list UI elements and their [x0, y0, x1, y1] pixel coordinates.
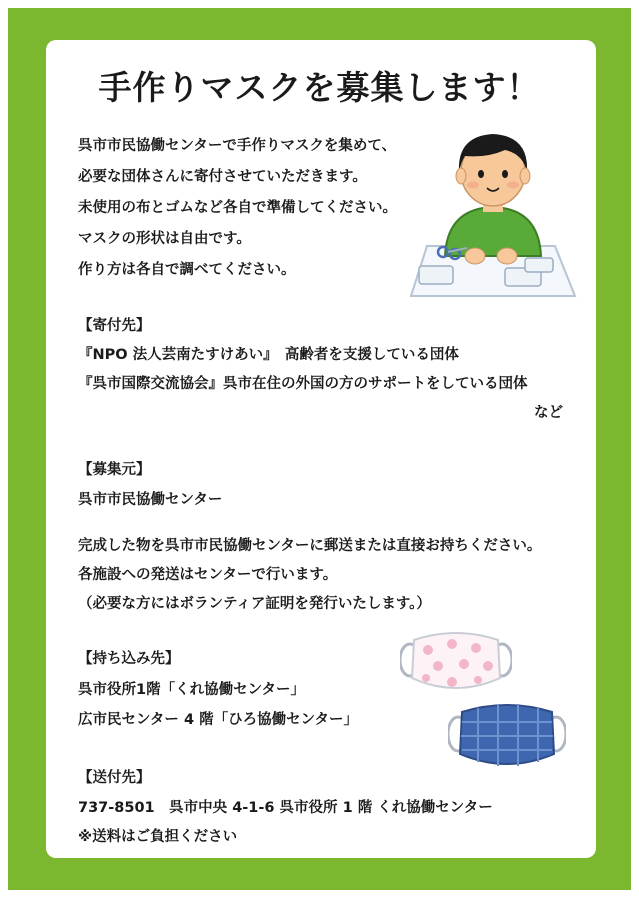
- organizer-name: 呉市市民協働センター: [78, 492, 223, 508]
- person-sewing-illustration: [405, 128, 580, 300]
- intro-line-1: 呉市市民協働センターで手作りマスクを集めて、: [78, 138, 397, 154]
- intro-line-5: 作り方は各自で調べてください。: [78, 262, 296, 278]
- donation-etc: など: [534, 405, 563, 421]
- instruction-line-1: 完成した物を呉市市民協働センターに郵送または直接お持ちください。: [78, 538, 542, 554]
- intro-line-2: 必要な団体さんに寄付させていただきます。: [78, 169, 367, 185]
- instruction-line-3: （必要な方にはボランティア証明を発行いたします。）: [78, 596, 431, 612]
- donation-heading: 【寄付先】: [78, 318, 151, 334]
- donation-line-1: 『NPO 法人芸南たすけあい』 高齢者を支援している団体: [78, 347, 459, 363]
- organizer-heading: 【募集元】: [78, 462, 151, 478]
- intro-line-4: マスクの形状は自由です。: [78, 231, 251, 247]
- instruction-line-2: 各施設への発送はセンターで行います。: [78, 567, 338, 583]
- mail-heading: 【送付先】: [78, 770, 151, 786]
- mail-note: ※送料はご負担ください: [78, 829, 238, 845]
- dropoff-heading: 【持ち込み先】: [78, 651, 180, 667]
- mail-address: 737-8501 呉市中央 4-1-6 呉市役所 1 階 くれ協働センター: [78, 800, 493, 816]
- blue-plaid-mask-illustration: [448, 700, 566, 770]
- page-title: 手作りマスクを募集します！: [98, 68, 541, 107]
- dropoff-line-2: 広市民センター 4 階「ひろ協働センター」: [78, 712, 359, 728]
- donation-line-2: 『呉市国際交流協会』呉市在住の外国の方のサポートをしている団体: [78, 376, 528, 392]
- intro-line-3: 未使用の布とゴムなど各自で準備してください。: [78, 200, 397, 216]
- dropoff-line-1: 呉市役所1階「くれ協働センター」: [78, 682, 306, 698]
- pink-floral-mask-illustration: [400, 628, 512, 694]
